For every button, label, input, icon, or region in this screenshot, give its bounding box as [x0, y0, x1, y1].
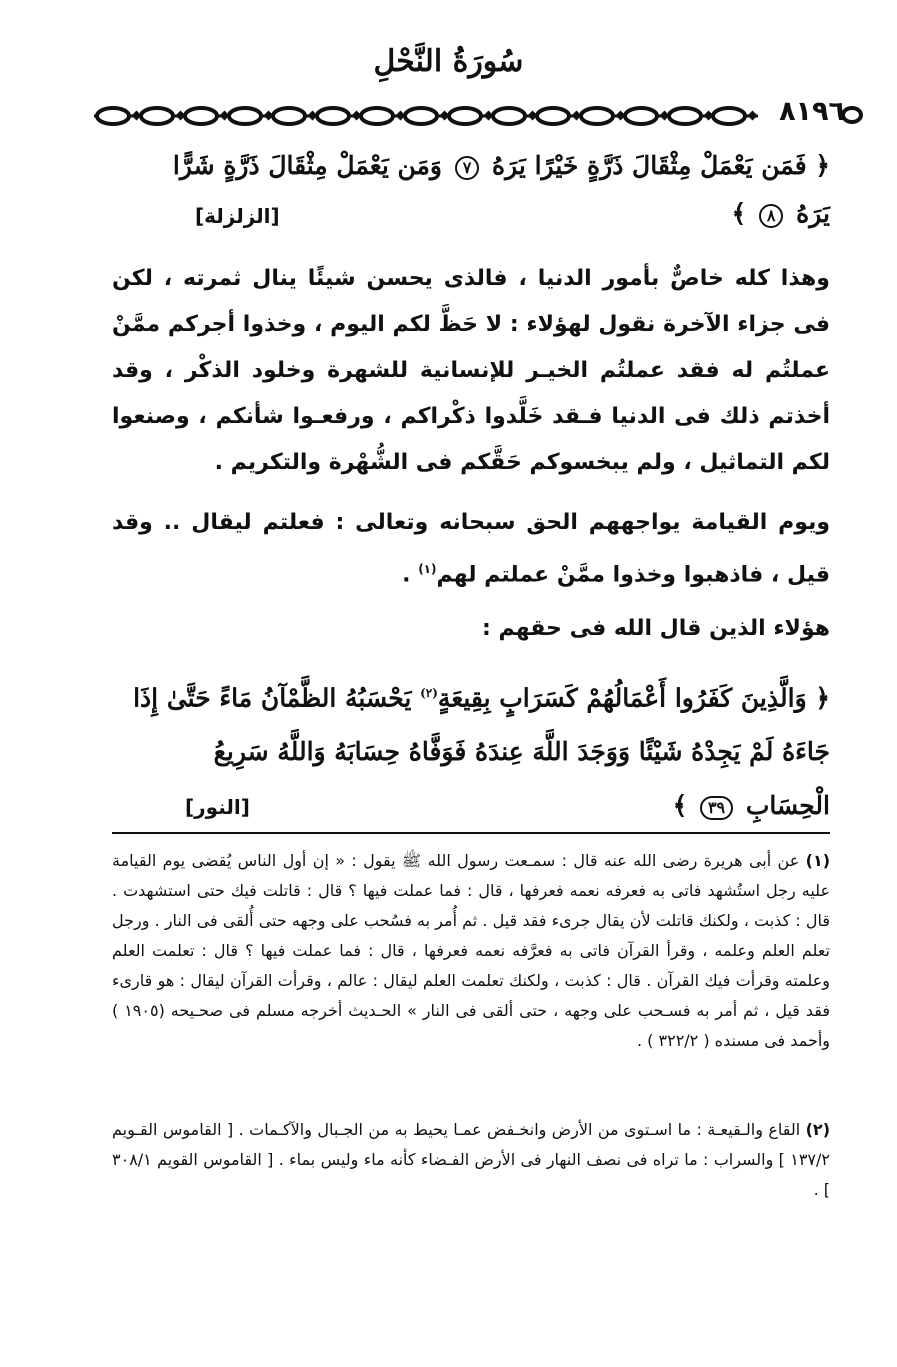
verse-reference: [النور]	[185, 795, 250, 819]
footnote-divider	[112, 832, 830, 834]
footnote-marker: (٢)	[420, 686, 438, 700]
footnote-number: (١)	[805, 851, 831, 870]
chain-link-icon	[185, 108, 217, 124]
verse-line: الْحِسَابِ ٣٩ ﴾	[672, 791, 830, 821]
diamond-icon	[748, 111, 758, 121]
paragraph: هؤلاء الذين قال الله فى حقهم :	[481, 616, 830, 641]
chain-link-icon	[97, 108, 129, 124]
chain-link-icon	[669, 108, 701, 124]
verse-line: ﴿ فَمَن يَعْمَلْ مِثْقَالَ ذَرَّةٍ خَيْرًا يَرَهُ ٧ وَمَن يَعْمَلْ مِثْقَالَ ذَرَّةٍ شَرًّا	[172, 151, 830, 180]
paragraph: ويوم القيامة يواجههم الحق سبحانه وتعالى : فعلتم ليقال .. وقد قيل ، فاذهبوا وخذوا ممَّنْ عملتم لهم$^{(١)}$ .	[112, 510, 830, 588]
page-number: ٨١٩٦	[779, 96, 845, 127]
verse-reference: [الزلزلة]	[195, 204, 280, 228]
footnote-text: القاع والـقيعـة : ما اسـتوى من الأرض وانخـفض عمـا يحيط به من الجـبال والآكـمات . [ القاموس القـويم ١٣٧/٢ ] والسراب : ما تراه فى نصف النهار فى الأرض الفـضاء كأنه ماء وليس بماء . [ القاموس القويم ٣٠٨/١ ] .	[112, 1120, 830, 1199]
chain-link-icon	[581, 108, 613, 124]
chain-link-icon	[405, 108, 437, 124]
verse-line: ﴿ وَالَّذِينَ كَفَرُوا أَعْمَالُهُمْ كَسَرَابٍ بِقِيعَةٍ$^{(٢)}$ يَحْسَبُهُ الظَّمْآنُ مَاءً حَتَّىٰ إِذَا	[133, 683, 830, 713]
chain-link-icon	[537, 108, 569, 124]
chain-link-icon	[229, 108, 261, 124]
verse-line: جَاءَهُ لَمْ يَجِدْهُ شَيْئًا وَوَجَدَ اللَّهَ عِندَهُ فَوَفَّاهُ حِسَابَهُ وَاللَّهُ سَرِيعُ	[213, 737, 830, 767]
surah-title: سُورَةُ النَّحْلِ	[373, 44, 524, 79]
ayah-number: ٨	[759, 204, 784, 228]
chain-link-icon	[317, 108, 349, 124]
chain-link-icon	[141, 108, 173, 124]
footnote-text: عن أبى هريرة رضى الله عنه قال : سمـعت رسول الله ﷺ يقول : « إن أول الناس يُقضى يوم القيامة عليه رجل استُشهد فاتى به فعرفه نعمه فعرفها ، قال : فما عملت فيها ؟ قال : قاتلت فيك حتى استشهدت . قال : كذبت ، ولكنك قاتلت لأن يقال جرىء فقد قيل . ثم أُمر به فسُحب على وجهه حتى أُلقى فى النار . ورجل تعلم العلم وعلمه ، وقرأ القرآن فاتى به فعرَّفه نعمه فعرفها ، قال : فما عملت فيها ؟ قال : تعلمت العلم وعلمته وقرأت فيك القرآن . قال : كذبت ، ولكنك تعلمت العلم ليقال : عالم ، وقرأت القرآن ليقال : هو قارىء فقد قيل ، ثم أمر به فسـحب على وجهه ، حتى ألقى فى النار » الحـديث أخرجه مسلم فى صحـيحه (١٩٠٥ ) وأحمد فى مسنده ( ٣٢٢/٢ ) .	[112, 851, 830, 1050]
ayah-number: ٣٩	[700, 796, 733, 820]
chain-link-icon	[625, 108, 657, 124]
footnote	[112, 1115, 830, 1205]
ayah-number: ٧	[455, 156, 480, 180]
footnote-marker: (١)	[418, 562, 437, 576]
chain-link-icon	[361, 108, 393, 124]
chain-link-icon	[449, 108, 481, 124]
chain-link-icon	[713, 108, 745, 124]
footnote-number: (٢)	[805, 1120, 830, 1139]
end-ornament-icon	[841, 102, 863, 128]
ornament-chain-border	[94, 103, 758, 129]
footnote	[112, 846, 830, 1056]
paragraph: وهذا كله خاصٌّ بأمور الدنيا ، فالذى يحسن شيئًا ينال ثمرته ، لكن فى جزاء الآخرة نقول لهؤلاء : لا حَظَّ لكم اليوم ، وخذوا أجركم ممَّنْ عملتُم له فقد عملتُم الخيـر للإنسانية للشهرة وخلود الذكْر ، وقد أخذتم ذلك فى الدنيا فـقد خَلَّدوا ذكْراكم ، ورفعـوا شأنكم ، وصنعوا لكم التماثيل ، ولم يبخسوكم حَقَّكم فى الشُّهْرة والتكريم .	[112, 266, 830, 475]
chain-link-icon	[273, 108, 305, 124]
chain-link-icon	[493, 108, 525, 124]
verse-line: يَرَهُ ٨ ﴾	[731, 199, 830, 228]
